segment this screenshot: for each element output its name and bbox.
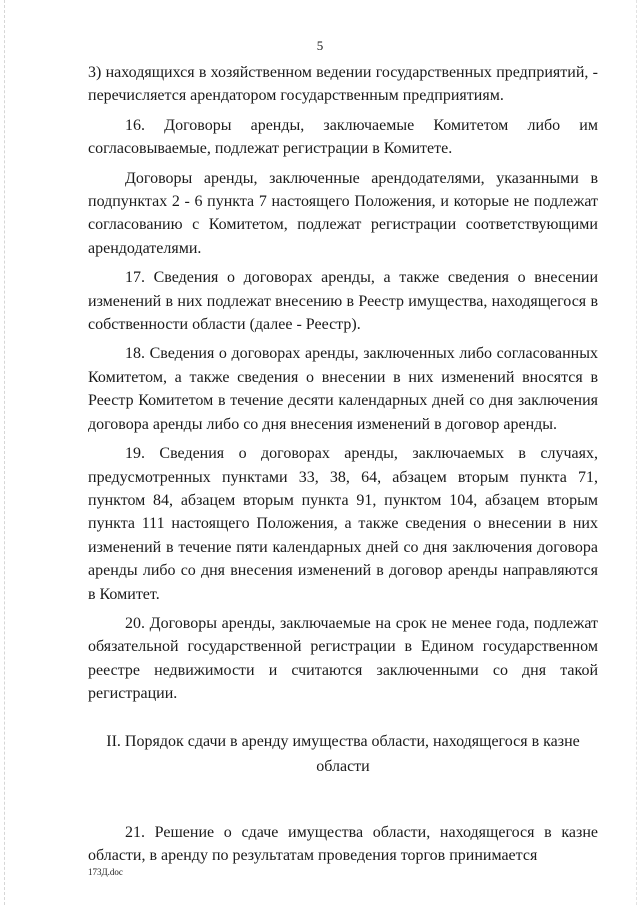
scan-edge-left [4, 0, 5, 905]
footer-filename: 173Д.doc [88, 867, 123, 877]
section-heading-line-2: области [316, 757, 370, 775]
paragraph-18: 18. Сведения о договорах аренды, заключенных либо согласованных Комитетом, а также сведения о внесении в них изменений вносятся в Реестр Комитетом в течение десяти календарных дней со дня заключения договора аренды либо со дня внесения изменений в договор аренды. [88, 345, 598, 433]
paragraph-21: 21. Решение о сдаче имущества области, находящегося в казне области, в аренду по результатам проведения торгов принимается [88, 823, 598, 864]
paragraph-16: 16. Договоры аренды, заключаемые Комитетом либо им согласовываемые, подлежат регистрации в Комитете. [88, 116, 598, 158]
scan-edge-right [636, 0, 637, 905]
section-heading [88, 729, 598, 779]
paragraph-item-3: 3) находящихся в хозяйственном ведении государственных предприятий, - перечисляется арендатором государственным предприятиям. [88, 64, 598, 105]
paragraph-17: 17. Сведения о договорах аренды, а также сведения о внесении изменений в них подлежат внесению в Реестр имущества, находящегося в собственности области (далее - Реестр). [88, 269, 598, 334]
paragraph-20: 20. Договоры аренды, заключаемые на срок не менее года, подлежат обязательной государственной регистрации в Едином государственном реестре недвижимости и считаются заключенными со дня такой регистрации. [88, 614, 598, 703]
paragraph-19: 19. Сведения о договорах аренды, заключаемых в случаях, предусмотренных пунктами 33, 38, 64, абзацем вторым пункта 71, пунктом 84, абзацем вторым пункта 91, пунктом 104, абзацем вторым пункта 111 настоящего Положения, а также сведения о внесении в них изменений в течение пяти календарных дней со дня заключения договора аренды либо со дня внесения изменений в договор аренды направляются в Комитет. [88, 445, 598, 603]
page-number: 5 [316, 38, 324, 53]
section-heading-line-1: II. Порядок сдачи в аренду имущества области, находящегося в казне [106, 732, 580, 750]
document-body [88, 61, 598, 867]
paragraph-16-second: Договоры аренды, заключенные арендодателями, указанными в подпунктах 2 - 6 пункта 7 настоящего Положения, и которые не подлежат согласованию с Комитетом, подлежат регистрации соответствующими арендодателями. [88, 169, 598, 257]
